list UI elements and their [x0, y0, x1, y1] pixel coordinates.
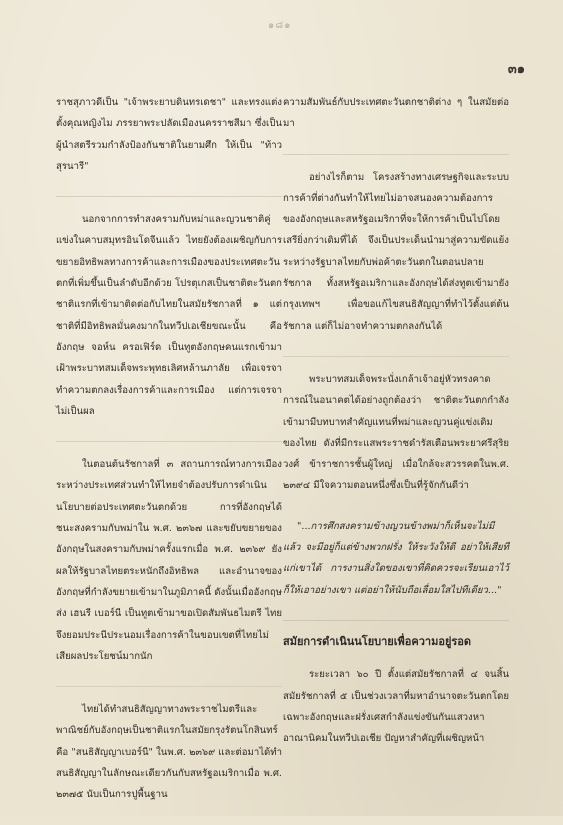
paragraph: นอกจากการทำสงครามกับหม่าและญวนชาติคู่แข่งในคาบสมุทรอินโดจีนแล้ว ไทยยังต้องเผชิญกับการขยายอิทธิพลทางการค้าและการเมืองของประเทศตะวันตกที่เพิ่มขึ้นเป็นลำดับอีกด้วย โปรตุเกสเป็นชาติตะวันตกชาติแรกที่เข้ามาติดต่อกับไทยในสมัยรัชกาลที่ ๑ แต่ชาติที่มีอิทธิพลมั่นคงมากในทวีปเอเชียขณะนั้น คือ อังกฤษ จอห์น ครอเฟิร์ด เป็นทูตอังกฤษคนแรกเข้ามาเฝ้าพระบาทสมเด็จพระพุทธเลิศหล้านภาลัย เพื่อเจรจาทำความตกลงเรื่องการค้าและการเมือง แต่การเจรจาไม่เป็นผล	[56, 214, 282, 417]
page-number: ๓๑	[507, 62, 525, 77]
paragraph: ไทยได้ทำสนธิสัญญาทางพระราชไมตรีและพาณิชย์กับอังกฤษเป็นชาติแรกในสมัยกรุงรัตนโกสินทร์ คือ "สนธิสัญญาเบอร์นี" ในพ.ศ. ๒๓๖๙ และต่อมาได้ทำสนธิสัญญาในลักษณะเดียวกันกับสหรัฐอเมริกาเมื่อ พ.ศ. ๒๓๗๕ นับเป็นการปูพื้นฐาน	[56, 704, 282, 801]
right-column	[283, 92, 509, 768]
paragraph: ความสัมพันธ์กับประเทศตะวันตกชาติต่าง ๆ ในสมัยต่อมา	[283, 97, 509, 130]
quotation: "...การศึกสงครามข้างญวนข้างพม่าก็เห็นจะไม่มีแล้ว จะมีอยู่ก็แต่ข้างพวกฝรั่ง ให้ระวังให้ดี อย่าให้เสียทีแก่เขาได้ การงานสิ่งใดของเขาที่คิดควรจะเรียนเอาไว้ ก็ให้เอาอย่างเขา แต่อย่าให้นับถือเลื่อมใสไปทีเดียว..."	[283, 520, 509, 596]
paragraph: ในตอนต้นรัชกาลที่ ๓ สถานการณ์ทางการเมืองระหว่างประเทศส่วนทำให้ไทยจำต้องปรับการดำเนินนโยบายต่อประเทศตะวันตกด้วย การที่อังกฤษได้ชนะสงครามกับพม่าใน พ.ศ. ๒๓๖๗ และขยับขยายของอังกฤษในสงครามกับพม่าครั้งแรกเมื่อ พ.ศ. ๒๓๖๙ ยังผลให้รัฐบาลไทยตระหนักถึงอิทธิพล และอำนาจของอังกฤษที่กำลังขยายเข้ามาในภูมิภาคนี้ ดังนั้นเมื่ออังกฤษส่ง เฮนรี เบอร์นี เป็นทูตเข้ามาขอเปิดสัมพันธไมตรี ไทยจึงยอมประนีประนอมเรื่องการค้าในขอบเขตที่ไทยไม่เสียผลประโยชน์มากนัก	[56, 459, 283, 662]
divider	[283, 154, 509, 155]
section-heading: สมัยการดำเนินนโยบายเพื่อความอยู่รอด	[283, 620, 509, 652]
paragraph: ราชสุภาวดีเป็น "เจ้าพระยาบดินทรเดชา" และทรงแต่งตั้งคุณหญิงไม ภรรยาพระปลัดเมืองนครราชสีมา ซึ่งเป็นผู้นำสตรีรวมกำลังป้องกันชาติในยามศึก ให้เป็น "ท้าวสุรนารี"	[56, 97, 282, 172]
top-mark: ๑๘๑	[268, 20, 292, 31]
paragraph: ระยะเวลา ๖๐ ปี ตั้งแต่สมัยรัชกาลที่ ๔ จนสิ้นสมัยรัชกาลที่ ๕ เป็นช่วงเวลาที่มหาอำนาจตะวันตกโดยเฉพาะอังกฤษและฝรั่งเศสกำลังแข่งขันกันแสวงหาอาณานิคมในทวีปเอเชีย ปัญหาสำคัญที่เผชิญหน้า	[283, 669, 509, 745]
divider	[283, 356, 509, 357]
divider	[56, 686, 282, 687]
left-column	[56, 92, 282, 825]
divider	[56, 196, 282, 197]
paragraph: พระบาทสมเด็จพระนั่งเกล้าเจ้าอยู่หัวทรงคาดการณ์ในอนาคตได้อย่างถูกต้องว่า ชาติตะวันตกกำลังเข้ามามีบทบาทสำคัญแทนที่พม่าและญวนคู่แข่งเดิมของไทย ดังที่มีกระแสพระราชดำรัสเตือนพระยาศรีสุริยวงศ์ ข้าราชการชั้นผู้ใหญ่ เมื่อใกล้จะสวรรคตในพ.ศ. ๒๓๙๔ มีใจความตอนหนึ่งซึ่งเป็นที่รู้จักกันดีว่า	[283, 373, 509, 492]
divider	[56, 441, 282, 442]
paragraph: อย่างไรก็ตาม โครงสร้างทางเศรษฐกิจและระบบการค้าที่ต่างกันทำให้ไทยไม่อาจสนองความต้องการของอังกฤษและสหรัฐอเมริกาที่จะให้การค้าเป็นไปโดยเสรียิ่งกว่าเดิมที่ได้ จึงเป็นประเด็นนำมาสู่ความขัดแย้งระหว่างรัฐบาลไทยกับพ่อค้าตะวันตกในตอนปลายรัชกาล ทั้งสหรัฐอเมริกาและอังกฤษได้ส่งทูตเข้ามายังกรุงเทพฯ เพื่อขอแก้ไขสนธิสัญญาที่ทำไว้ตั้งแต่ต้นรัชกาล แต่ก็ไม่อาจทำความตกลงกันได้	[283, 171, 509, 332]
